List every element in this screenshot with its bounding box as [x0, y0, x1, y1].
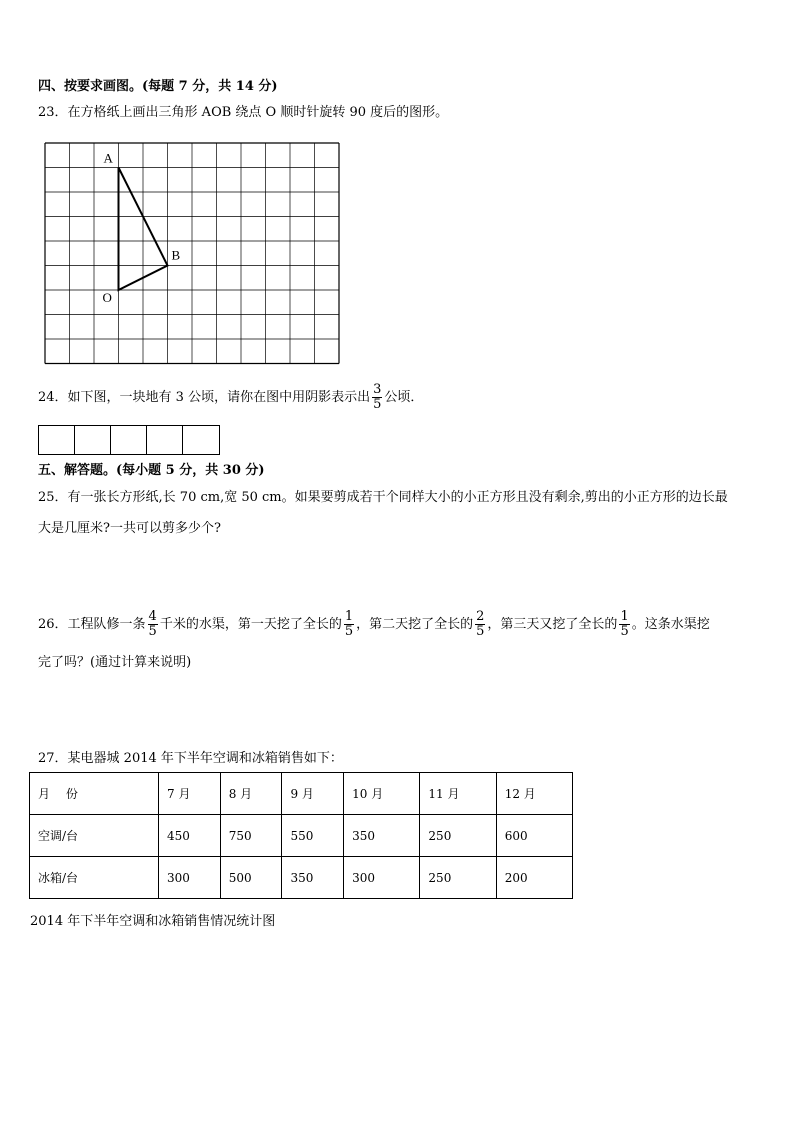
label-o: O: [102, 290, 112, 305]
table-cell: 300: [344, 857, 420, 899]
table-cell: 200: [496, 857, 572, 899]
land-cell[interactable]: [75, 426, 111, 454]
q26-part1: 26．工程队修一条: [38, 617, 146, 632]
table-cell: 550: [282, 815, 344, 857]
table-cell: 450: [159, 815, 221, 857]
land-cell[interactable]: [39, 426, 75, 454]
question-27-text: 27．某电器城 2014 年下半年空调和冰箱销售如下：: [38, 751, 343, 766]
row-label: 空调/台: [30, 815, 159, 857]
question-24-suffix: 公顷．: [384, 390, 424, 405]
label-b: B: [171, 247, 181, 263]
header-cell: 11 月: [420, 773, 496, 815]
table-row-fridge: [30, 857, 573, 899]
land-cell[interactable]: [147, 426, 183, 454]
fraction-numerator: 3: [373, 382, 382, 397]
grid-figure: [40, 140, 344, 368]
table-cell: 350: [344, 815, 420, 857]
header-cell: 10 月: [344, 773, 420, 815]
table-cell: 350: [282, 857, 344, 899]
header-cell: 月 份: [30, 773, 159, 815]
header-cell: 7 月: [159, 773, 221, 815]
land-cell[interactable]: [183, 426, 219, 454]
fraction-3-5: [372, 383, 382, 412]
question-26-line2: 完了吗？(通过计算来说明): [38, 655, 192, 670]
fraction-2-5: $\frac{2}{5}$: [476, 609, 485, 639]
question-26-line1: [38, 610, 710, 639]
header-cell: 9 月: [282, 773, 344, 815]
fraction-4-5: $\frac{4}{5}$: [148, 609, 157, 639]
q26-part5: 。这条水渠挖: [631, 617, 710, 632]
sales-table: [29, 772, 573, 899]
table-cell: 250: [420, 857, 496, 899]
table-cell: 300: [159, 857, 221, 899]
question-25-line2: 大是几厘米?一共可以剪多少个?: [38, 521, 221, 536]
q26-part4: ，第三天又挖了全长的: [487, 617, 618, 632]
fraction-denominator: 5: [373, 397, 382, 412]
fraction-1-5-a: $\frac{1}{5}$: [344, 609, 354, 639]
table-cell: 600: [496, 815, 572, 857]
question-25-line1: 25．有一张长方形纸,长 70 cm,宽 50 cm。如果要剪成若干个同样大小的小正方形且没有剩余,剪出的小正方形的边长最: [38, 490, 728, 505]
table-row-ac: [30, 815, 573, 857]
header-cell: 8 月: [220, 773, 282, 815]
land-strip[interactable]: [38, 425, 220, 455]
header-cell: 12 月: [496, 773, 572, 815]
table-cell: 500: [220, 857, 282, 899]
question-24-prefix: 24．如下图，一块地有 3 公顷，请你在图中用阴影表示出: [38, 390, 371, 405]
section-4-title: 四、按要求画图。(每题 7 分，共 14 分): [38, 79, 278, 94]
land-cell[interactable]: [111, 426, 147, 454]
grid-lines: [45, 143, 339, 364]
section-5-title: 五、解答题。(每小题 5 分，共 30 分): [38, 463, 265, 478]
row-label: 冰箱/台: [30, 857, 159, 899]
label-a: A: [103, 150, 113, 166]
question-23-text: 23．在方格纸上画出三角形 AOB 绕点 O 顺时针旋转 90 度后的图形。: [38, 105, 449, 120]
table-header-row: [30, 773, 573, 815]
question-24: [38, 383, 423, 412]
q26-part3: ，第二天挖了全长的: [356, 617, 474, 632]
table-cell: 750: [220, 815, 282, 857]
chart-caption: 2014 年下半年空调和冰箱销售情况统计图: [30, 914, 276, 929]
table-cell: 250: [420, 815, 496, 857]
q26-part2: 千米的水渠，第一天挖了全长的: [159, 617, 342, 632]
fraction-1-5-b: $\frac{1}{5}$: [620, 609, 629, 639]
